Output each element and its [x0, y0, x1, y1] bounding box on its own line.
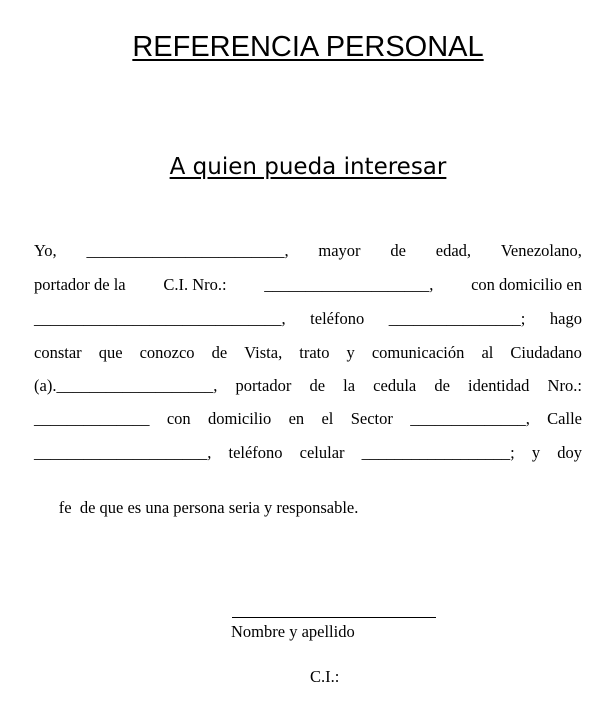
- body-line-6: [34, 408, 582, 430]
- blank-field-cellphone: __________________;: [361, 443, 515, 462]
- body-word: de: [309, 376, 326, 395]
- body-word: Ciudadano: [510, 343, 582, 362]
- document-title: [0, 30, 616, 64]
- document-title-text: REFERENCIA PERSONAL: [132, 31, 484, 63]
- body-word: con domicilio en: [471, 275, 582, 294]
- body-line-8: [34, 475, 582, 517]
- document-subtitle-text: A quien pueda interesar: [169, 154, 447, 180]
- body-word: teléfono: [228, 443, 283, 462]
- body-word: de: [211, 343, 228, 362]
- blank-field-address: ______________________________,: [34, 309, 286, 328]
- blank-field-name: ________________________,: [86, 241, 289, 260]
- body-word: doy: [557, 443, 582, 462]
- blank-field-phone: ________________;: [388, 309, 526, 328]
- body-word: hago: [549, 309, 582, 328]
- body-word: constar: [34, 343, 82, 362]
- body-word: portador: [235, 376, 292, 395]
- body-word: Nro.:: [547, 376, 582, 395]
- document-subtitle: [0, 152, 616, 182]
- body-word: conozco: [139, 343, 195, 362]
- blank-field-citizen: (a).___________________,: [34, 376, 218, 395]
- body-word: Vista,: [244, 343, 283, 362]
- body-word: cedula: [373, 376, 417, 395]
- signature-name-label: Nombre y apellido: [231, 622, 355, 641]
- body-word: de: [434, 376, 450, 395]
- body-word: de: [390, 241, 406, 260]
- body-word: celular: [299, 443, 345, 462]
- body-word: portador de la: [34, 275, 126, 294]
- body-word: comunicación: [371, 343, 465, 362]
- body-word: C.I. Nro.:: [163, 275, 227, 294]
- body-word: y: [531, 443, 541, 462]
- body-line-2: [34, 274, 582, 296]
- body-line-5: [34, 375, 582, 397]
- body-line-3: [34, 308, 582, 330]
- body-word: al: [481, 343, 494, 362]
- body-word: Venezolano,: [500, 241, 582, 260]
- blank-field-street: _____________________,: [34, 443, 212, 462]
- blank-field-citizen-ci: ______________: [34, 409, 150, 428]
- blank-field-ci: ____________________,: [264, 275, 434, 294]
- body-line-7: [34, 442, 582, 464]
- blank-field-sector: ______________,: [410, 409, 530, 428]
- body-word: y: [346, 343, 355, 362]
- body-word: teléfono: [310, 309, 365, 328]
- body-closing-text: fe de que es una persona seria y responsable.: [58, 498, 359, 517]
- body-line-1: [34, 240, 582, 262]
- body-word: el: [321, 409, 334, 428]
- body-word: en: [288, 409, 305, 428]
- body-word: trato: [299, 343, 330, 362]
- body-word: Yo,: [34, 241, 57, 260]
- body-word: mayor: [318, 241, 361, 260]
- body-word: que: [98, 343, 123, 362]
- body-word: Calle: [547, 409, 582, 428]
- body-word: con: [166, 409, 191, 428]
- body-word: Sector: [350, 409, 393, 428]
- signature-line: [232, 617, 436, 618]
- body-word: la: [343, 376, 356, 395]
- body-word: identidad: [468, 376, 530, 395]
- signature-ci-label: C.I.:: [310, 667, 340, 686]
- body-line-4: [34, 342, 582, 364]
- body-word: domicilio: [207, 409, 272, 428]
- body-word: edad,: [435, 241, 472, 260]
